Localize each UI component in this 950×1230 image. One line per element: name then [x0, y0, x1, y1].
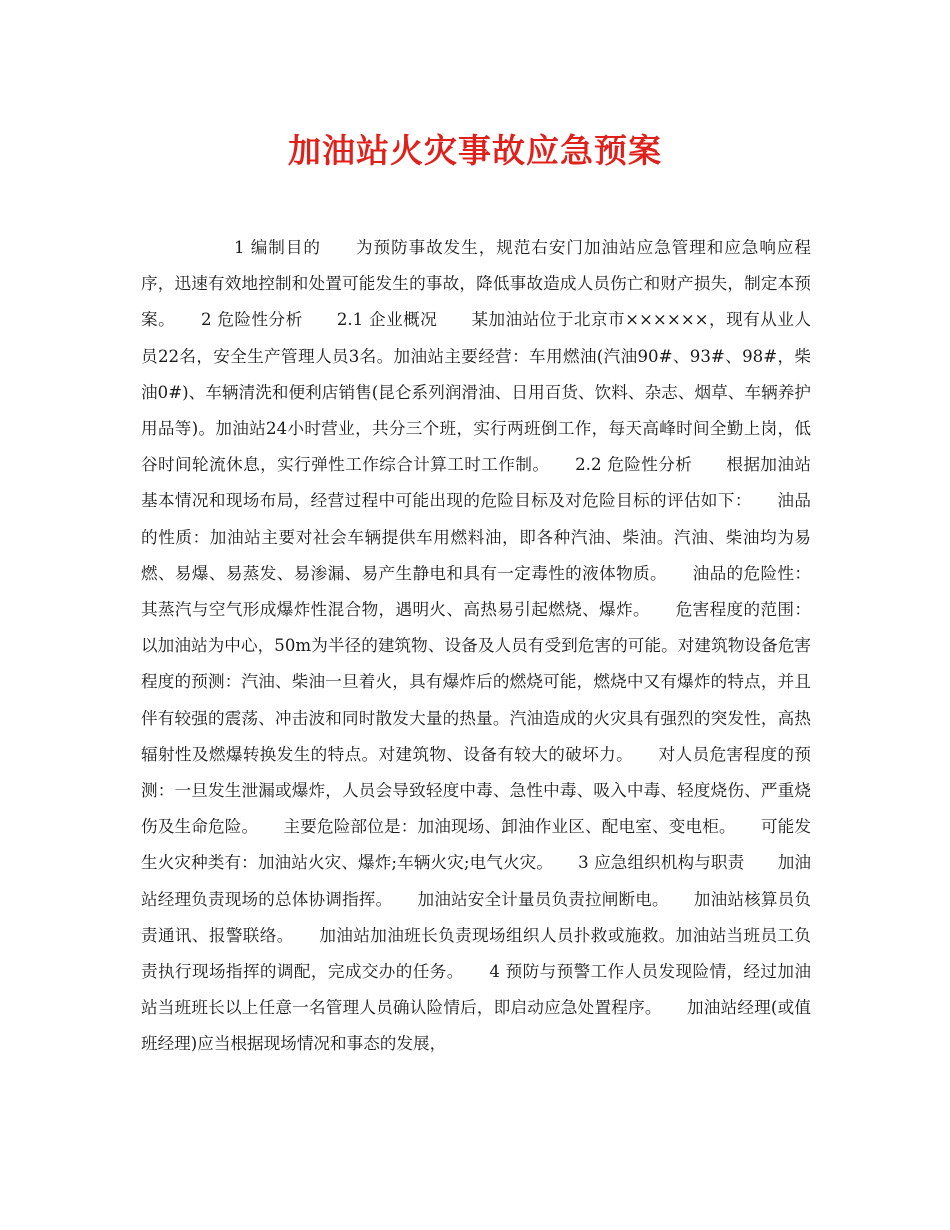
- document-title: 加油站火灾事故应急预案: [288, 131, 662, 170]
- document-body: 1 编制目的 为预防事故发生，规范右安门加油站应急管理和应急响应程序，迅速有效地控制和处置可能发生的事故，降低事故造成人员伤亡和财产损失，制定本预案。 2 危险性分析 2.1 企业概况 某加油站位于北京市××××××，现有从业人员22名，安全生产管理人员3名。加油站主要经营：车用燃油(汽油90#、93#、98#，柴油0#)、车辆清洗和便利店销售(昆仑系列润滑油、日用百货、饮料、杂志、烟草、车辆养护用品等)。加油站24小时营业，共分三个班，实行两班倒工作，每天高峰时间全勤上岗，低谷时间轮流休息，实行弹性工作综合计算工时工作制。 2.2 危险性分析 根据加油站基本情况和现场布局，经营过程中可能出现的危险目标及对危险目标的评估如下： 油品的性质：加油站主要对社会车辆提供车用燃料油，即各种汽油、柴油。汽油、柴油均为易燃、易爆、易蒸发、易渗漏、易产生静电和具有一定毒性的液体物质。 油品的危险性：其蒸汽与空气形成爆炸性混合物，遇明火、高热易引起燃烧、爆炸。 危害程度的范围：以加油站为中心，50m为半径的建筑物、设备及人员有受到危害的可能。对建筑物设备危害程度的预测：汽油、柴油一旦着火，具有爆炸后的燃烧可能，燃烧中又有爆炸的特点，并且伴有较强的震荡、冲击波和同时散发大量的热量。汽油造成的火灾具有强烈的突发性，高热辐射性及燃爆转换发生的特点。对建筑物、设备有较大的破坏力。 对人员危害程度的预测：一旦发生泄漏或爆炸，人员会导致轻度中毒、急性中毒、吸入中毒、轻度烧伤、严重烧伤及生命危险。 主要危险部位是：加油现场、卸油作业区、配电室、变电柜。 可能发生火灾种类有：加油站火灾、爆炸;车辆火灾;电气火灾。 3 应急组织机构与职责 加油站经理负责现场的总体协调指挥。 加油站安全计量员负责拉闸断电。 加油站核算员负责通讯、报警联络。 加油站加油班长负责现场组织人员扑救或施救。加油站当班员工负责执行现场指挥的调配，完成交办的任务。 4 预防与预警工作人员发现险情，经过加油站当班班长以上任意一名管理人员确认险情后，即启动应急处置程序。 加油站经理(或值班经理)应当根据现场情况和事态的发展，: [141, 238, 811, 1054]
